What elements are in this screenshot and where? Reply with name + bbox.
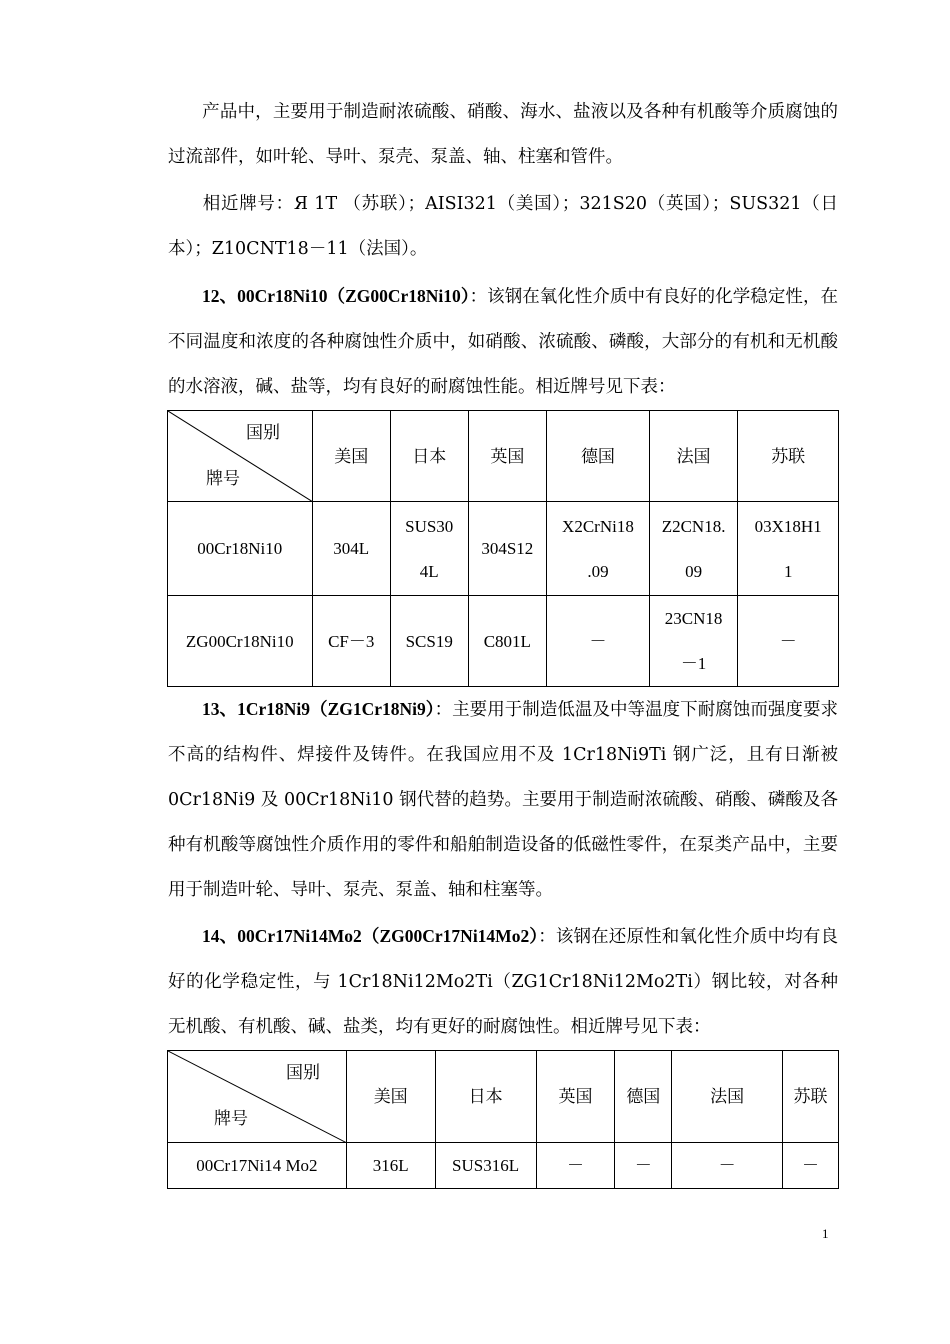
grade-cell: 00Cr18Ni10: [168, 502, 313, 596]
corner-country-label: 国别: [246, 423, 280, 442]
table-cell: －: [738, 596, 839, 687]
paragraph-1: 产品中，主要用于制造耐浓硫酸、硝酸、海水、盐液以及各种有机酸等介质腐蚀的过流部件，如叶轮、导叶、泵壳、泵盖、轴、柱塞和管件。: [168, 102, 838, 167]
page-number: 1: [822, 1226, 829, 1241]
table2-corner-cell: [168, 1051, 347, 1143]
paragraph-14: 14、00Cr17Ni14Mo2（ZG00Cr17Ni14Mo2）：该钢在还原性和氧化性介质中均有良好的化学稳定性，与 1Cr18Ni12Mo2Ti（ZG1Cr18Ni12Mo2Ti）钢比较，对各种无机酸、有机酸、碱、盐类，均有更好的耐腐蚀性。相近牌号见下表：: [168, 926, 838, 1037]
table1-corner-cell: [168, 411, 313, 502]
header-cell: 法国: [672, 1051, 783, 1143]
table-cell: －: [672, 1143, 783, 1189]
table-cell: SUS316L: [435, 1143, 536, 1189]
section-title-12: 12、00Cr18Ni10（ZG00Cr18Ni10）: [202, 286, 470, 306]
table-cell: CF－3: [312, 596, 390, 687]
header-cell: 英国: [468, 411, 547, 502]
header-cell: 苏联: [738, 411, 839, 502]
table-cell: 316L: [346, 1143, 435, 1189]
cell-text: SUS30 4L: [405, 516, 454, 581]
section-title-13: 13、1Cr18Ni9（ZG1Cr18Ni9）: [202, 699, 435, 719]
cell-text: Z2CN18. 09: [661, 516, 726, 581]
paragraph-2: 相近牌号：Я 1Т （苏联）；AISI321（美国）；321S20（英国）；SUS321（日本）；Z10CNT18－11（法国）。: [168, 194, 838, 259]
table-cell: [649, 502, 738, 596]
table-cell: 304S12: [468, 502, 547, 596]
table-cell: [390, 502, 468, 596]
corner-grade-label: 牌号: [206, 469, 240, 488]
table-cell: C801L: [468, 596, 547, 687]
header-cell: 日本: [435, 1051, 536, 1143]
table-cell: －: [783, 1143, 839, 1189]
table-cell: [547, 502, 650, 596]
table-cell: SCS19: [390, 596, 468, 687]
header-cell: 德国: [615, 1051, 672, 1143]
table-cell: 304L: [312, 502, 390, 596]
cell-text: 23CN18 －1: [664, 609, 723, 673]
section-title-14: 14、00Cr17Ni14Mo2（ZG00Cr17Ni14Mo2）: [202, 926, 539, 946]
paragraph-13: 13、1Cr18Ni9（ZG1Cr18Ni9）：主要用于制造低温及中等温度下耐腐蚀而强度要求不高的结构件、焊接件及铸件。在我国应用不及 1Cr18Ni9Ti 钢广泛，且有日渐被 0Cr18Ni9 及 00Cr18Ni10 钢代替的趋势。主要用于制造耐浓硫酸、硝酸、磷酸及各种有机酸等腐蚀性介质作用的零件和船舶制造设备的低磁性零件，在泵类产品中，主要用于制造叶轮、导叶、泵壳、泵盖、轴和柱塞等。: [168, 699, 838, 900]
corner-country-label: 国别: [286, 1063, 320, 1082]
table-cell: [738, 502, 839, 596]
table-cell: －: [536, 1143, 615, 1189]
header-cell: 日本: [390, 411, 468, 502]
header-cell: 苏联: [783, 1051, 839, 1143]
header-cell: 英国: [536, 1051, 615, 1143]
grade-table-2: [167, 1050, 839, 1189]
table-cell: [649, 596, 738, 687]
diagonal-line: [168, 411, 313, 502]
cell-text: X2CrNi18 .09: [562, 516, 634, 581]
cell-text: 03X18H1 1: [754, 516, 822, 581]
header-cell: 法国: [649, 411, 738, 502]
grade-table-1: [167, 410, 839, 687]
header-cell: 美国: [346, 1051, 435, 1143]
header-cell: 美国: [312, 411, 390, 502]
grade-cell: 00Cr17Ni14 Mo2: [168, 1143, 347, 1189]
table-cell: －: [547, 596, 650, 687]
corner-grade-label: 牌号: [214, 1109, 248, 1128]
header-cell: 德国: [547, 411, 650, 502]
grade-cell: ZG00Cr18Ni10: [168, 596, 313, 687]
table-cell: －: [615, 1143, 672, 1189]
paragraph-12: 12、00Cr18Ni10（ZG00Cr18Ni10）：该钢在氧化性介质中有良好的化学稳定性，在不同温度和浓度的各种腐蚀性介质中，如硝酸、浓硫酸、磷酸，大部分的有机和无机酸的水溶液，碱、盐等，均有良好的耐腐蚀性能。相近牌号见下表：: [168, 286, 838, 397]
diagonal-line: [168, 1051, 347, 1143]
